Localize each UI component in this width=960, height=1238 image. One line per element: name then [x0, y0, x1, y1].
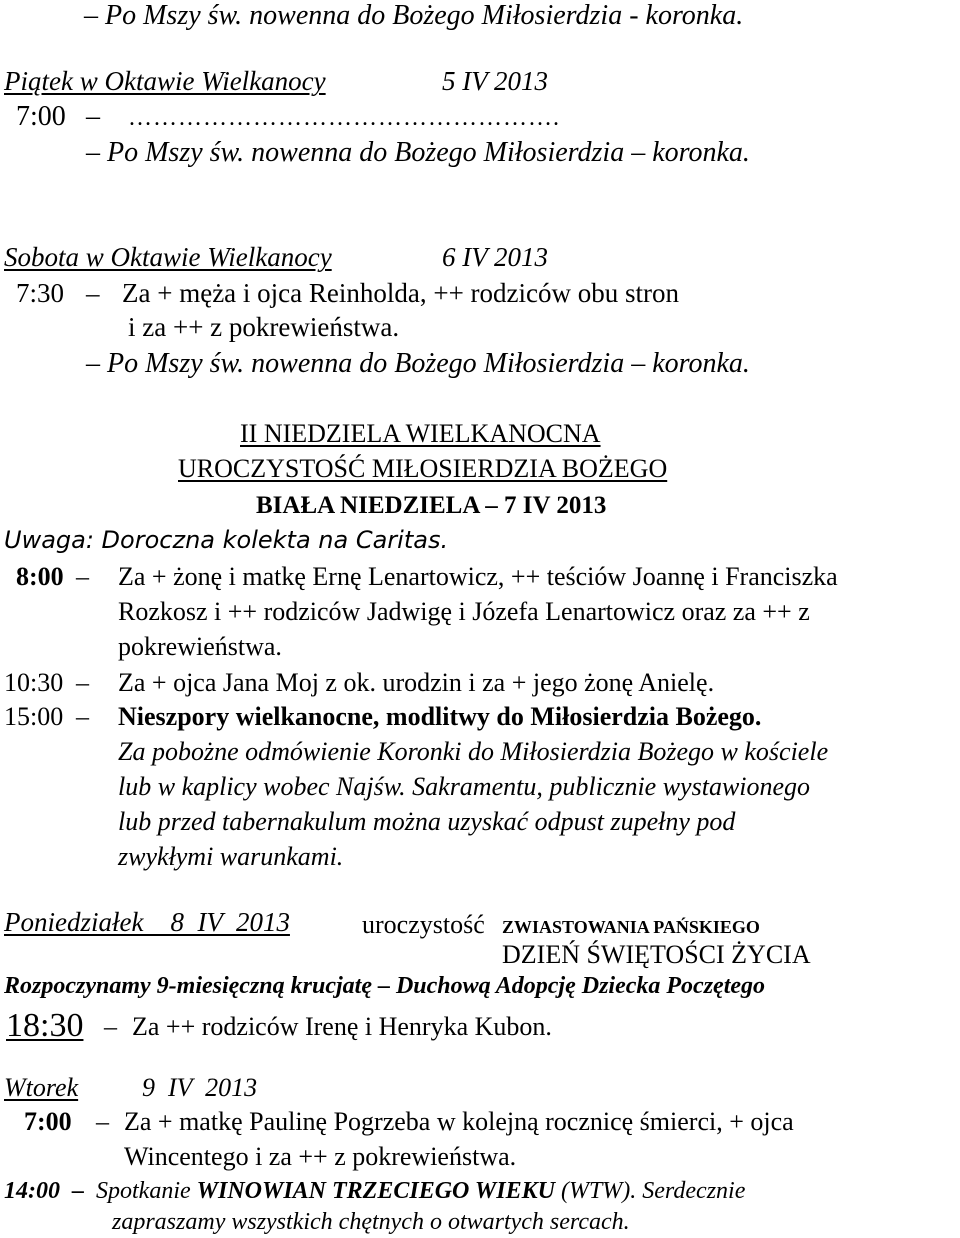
tuesday-heading [4, 1075, 296, 1101]
sunday-vespers-time: 15:00 [4, 702, 64, 731]
tuesday-event-dash: – [72, 1178, 84, 1204]
saturday-time: 7:30 [16, 278, 65, 308]
friday-date: 5 IV 2013 [442, 66, 548, 96]
tuesday-heading-date: 9 IV 2013 [142, 1073, 258, 1102]
indulgence-line-1: Za pobożne odmówienie Koronki do Miłosierdzia Bożego w kościele [118, 737, 829, 766]
sunday-vespers-dash: – [76, 702, 89, 731]
tuesday-time: 7:00 [24, 1107, 72, 1136]
saturday-novena: – Po Mszy św. nowenna do Bożego Miłosierdzia – koronka. [86, 348, 750, 379]
tuesday-event-line2: zapraszamy wszystkich chętnych o otwartych sercach. [112, 1209, 630, 1235]
friday-intention-dots: ……………………………………………. [128, 105, 560, 131]
monday-heading: Poniedziałek 8 IV 2013 [4, 907, 290, 937]
monday-feast-name: ZWIASTOWANIA PAŃSKIEGO [502, 917, 760, 937]
indulgence-line-2: lub w kaplicy wobec Najśw. Sakramentu, publicznie wystawionego [118, 772, 811, 801]
tuesday-dash: – [96, 1107, 109, 1136]
sunday-mass-1-line1: Za + żonę i matkę Ernę Lenartowicz, ++ teściów Joannę i Franciszka [118, 562, 838, 591]
monday-intention: Za ++ rodziców Irenę i Henryka Kubon. [132, 1012, 552, 1041]
tuesday-event-line1 [4, 1179, 745, 1203]
sunday-mass-1-line3: pokrewieństwa. [118, 632, 282, 661]
friday-heading: Piątek w Oktawie Wielkanocy [4, 66, 326, 96]
saturday-date: 6 IV 2013 [442, 242, 548, 272]
tuesday-event-tail: Serdecznie [642, 1178, 746, 1204]
sunday-vespers-text: Nieszpory wielkanocne, modlitwy do Miłosierdzia Bożego. [118, 702, 762, 731]
sunday-mass-1-line2: Rozkosz i ++ rodziców Jadwigę i Józefa Lenartowicz oraz za ++ z [118, 597, 810, 626]
sunday-mass-2-text: Za + ojca Jana Moj z ok. urodzin i za + jego żonę Anielę. [118, 668, 715, 697]
monday-feast-day: DZIEŃ ŚWIĘTOŚCI ŻYCIA [502, 940, 811, 969]
top-novena-line: – Po Mszy św. nowenna do Bożego Miłosierdzia - koronka. [84, 0, 744, 31]
monday-time: 18:30 [6, 1007, 84, 1044]
tuesday-event-prefix: Spotkanie [96, 1178, 191, 1204]
friday-time: 7:00 [16, 101, 66, 132]
saturday-heading: Sobota w Oktawie Wielkanocy [4, 242, 332, 272]
tuesday-event-name: WINOWIAN TRZECIEGO WIEKU [196, 1178, 555, 1204]
sunday-title-3: BIAŁA NIEDZIELA – 7 IV 2013 [256, 492, 607, 519]
tuesday-event-time: 14:00 [4, 1178, 60, 1204]
tuesday-heading-day: Wtorek [4, 1073, 79, 1102]
tuesday-event-abbr: (WTW). [560, 1178, 637, 1204]
sunday-mass-1-time: 8:00 [16, 562, 64, 591]
saturday-intention-line2: i za ++ z pokrewieństwa. [128, 312, 400, 342]
sunday-mass-2-dash: – [76, 668, 89, 697]
sunday-mass-1-dash: – [76, 562, 89, 591]
tuesday-intention-line2: Wincentego i za ++ z pokrewieństwa. [124, 1142, 517, 1171]
saturday-dash: – [86, 278, 100, 308]
caritas-note: Uwaga: Doroczna kolekta na Caritas. [4, 526, 449, 554]
friday-dash: – [86, 101, 100, 132]
crusade-announcement: Rozpoczynamy 9-miesięczną krucjatę – Duchową Adopcję Dziecka Poczętego [4, 973, 766, 999]
tuesday-intention-line1: Za + matkę Paulinę Pogrzeba w kolejną rocznicę śmierci, + ojca [124, 1107, 794, 1136]
indulgence-line-3: lub przed tabernakulum można uzyskać odpust zupełny pod [118, 807, 736, 836]
indulgence-line-4: zwykłymi warunkami. [118, 842, 344, 871]
monday-dash: – [104, 1012, 117, 1041]
sunday-title-1: II NIEDZIELA WIELKANOCNA [240, 419, 601, 448]
sunday-mass-2-time: 10:30 [4, 668, 64, 697]
monday-feast-prefix: uroczystość [362, 910, 485, 939]
friday-novena: – Po Mszy św. nowenna do Bożego Miłosierdzia – koronka. [86, 137, 750, 168]
saturday-intention-line1: Za + męża i ojca Reinholda, ++ rodziców obu stron [122, 278, 680, 308]
sunday-title-2: UROCZYSTOŚĆ MIŁOSIERDZIA BOŻEGO [178, 454, 668, 483]
